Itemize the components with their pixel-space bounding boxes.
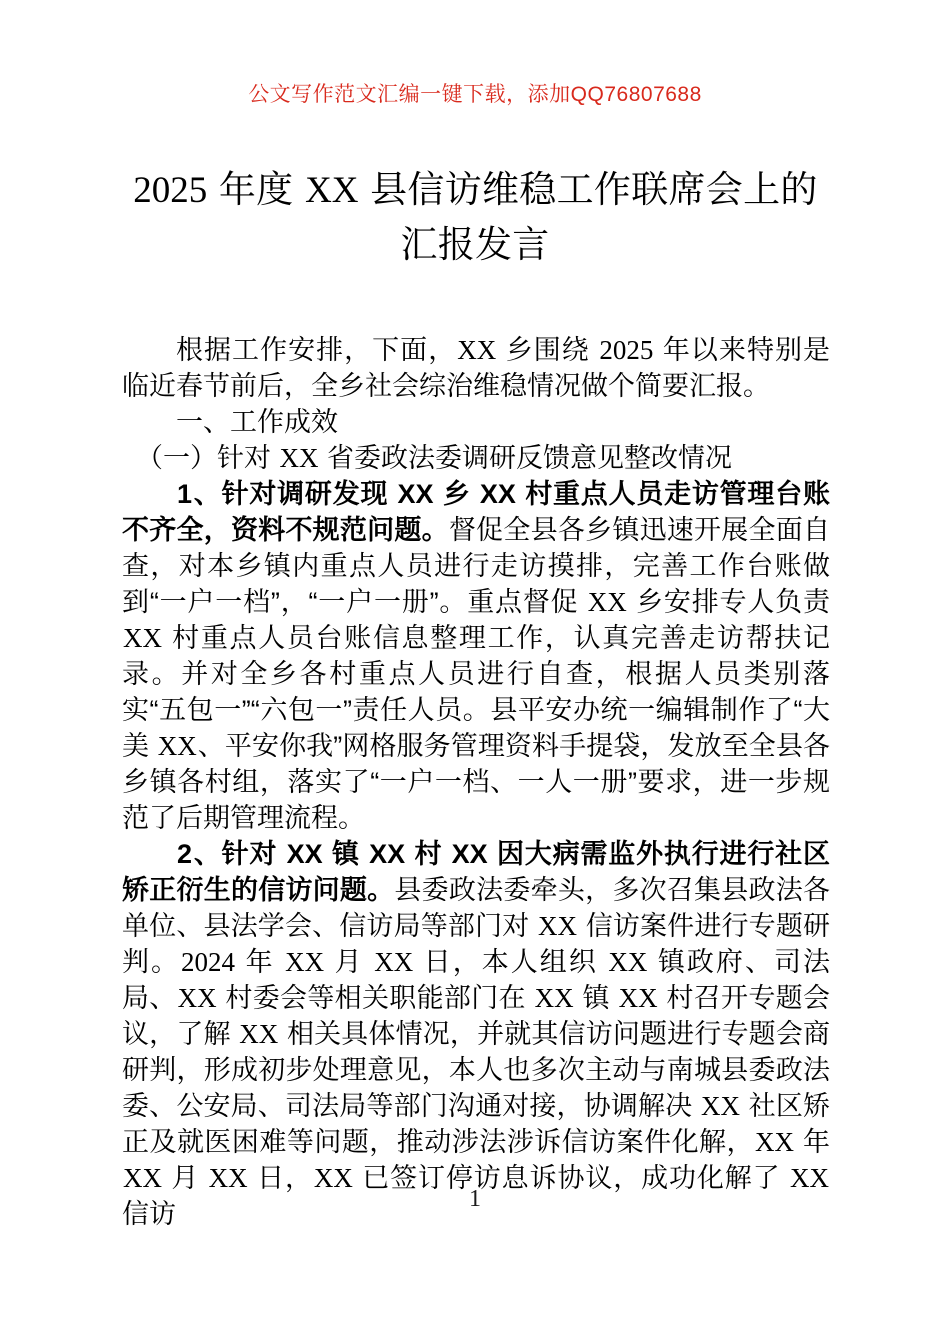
latin-run: XX	[587, 587, 627, 617]
latin-run: 1	[177, 479, 193, 509]
latin-run: XX	[538, 911, 578, 941]
paragraph-item-1-lead: 1、针对调研发现 XX 乡 XX 村重点人员走访管理台账不齐全，资料不规范问题。	[122, 479, 830, 545]
paragraph-item-1	[122, 476, 830, 836]
latin-run: XX	[451, 839, 488, 869]
latin-run: 2025	[599, 335, 654, 365]
latin-run: XX	[123, 623, 162, 653]
latin-run: XX	[286, 839, 323, 869]
watermark-text: 公文写作范文汇编一键下载，添加QQ76807688	[248, 83, 702, 106]
page-number: 1	[469, 1186, 481, 1212]
latin-run: 2	[177, 839, 193, 869]
latin-run: XX	[279, 443, 319, 473]
latin-run: XX	[608, 947, 648, 977]
latin-run: XX	[479, 479, 516, 509]
latin-run: XX	[305, 170, 359, 211]
document-body	[122, 332, 830, 1232]
page-title-line-1: 2025 年度 XX 县信访维稳工作联席会上的	[133, 169, 818, 211]
latin-run: XX	[374, 947, 414, 977]
latin-run: XX	[701, 1091, 740, 1121]
latin-run: XX	[618, 983, 658, 1013]
latin-run: XX	[313, 1163, 353, 1193]
paragraph-opening: 根据工作安排，下面，XX 乡围绕 2025 年以来特别是临近春节前后，全乡社会综治维稳情况做个简要汇报。	[122, 335, 830, 401]
heading-level-2: （一）针对 XX 省委政法委调研反馈意见整改情况	[136, 443, 733, 473]
latin-run: XX	[208, 1163, 248, 1193]
latin-run: XX	[369, 839, 406, 869]
latin-run: XX	[157, 731, 197, 761]
latin-run: XX	[397, 479, 434, 509]
latin-run: XX	[755, 1127, 795, 1157]
latin-run: 2025	[133, 170, 208, 211]
latin-run: 2024	[181, 947, 236, 977]
latin-run: XX	[177, 983, 217, 1013]
latin-run: XX	[534, 983, 574, 1013]
paragraph-item-2	[122, 836, 830, 1232]
paragraph-item-2-body: 县委政法委牵头，多次召集县政法各单位、县法学会、信访局等部门对 XX 信访案件进行专题研判。2024 年 XX 月 XX 日，本人组织 XX 镇政府、司法局、XX 村委会等相关职能部门在 XX 镇 XX 村召开专题会议，了解 XX 相关具体情况，并就其信访问题进行专题会商研判，形成初步处理意见，本人也多次主动与南城县委政法委、公安局、司法局等部门沟通对接，协调解决 XX 社区矫正及就医困难等问题，推动涉法涉诉信访案件化解，XX 年 XX 月 XX 日，XX 已签订停访息诉协议，成功化解了 XX 信访	[122, 875, 831, 1229]
latin-run: XX	[239, 1019, 279, 1049]
page-title-line-2: 汇报发言	[400, 224, 550, 265]
latin-run: XX	[457, 335, 497, 365]
heading-level-1: 一、工作成效	[176, 407, 338, 437]
latin-run: XX	[123, 1163, 162, 1193]
paragraph-item-1-body: 督促全县各乡镇迅速开展全面自查，对本乡镇内重点人员进行走访摸排，完善工作台账做到“一户一档”，“一户一册”。重点督促 XX 乡安排专人负责 XX 村重点人员台账信息整理工作，认真完善走访帮扶记录。并对全乡各村重点人员进行自查，根据人员类别落实“五包一”“六包一”责任人员。县平安办统一编辑制作了“大美 XX、平安你我”网格服务管理资料手提袋，发放至全县各乡镇各村组，落实了“一户一档、一人一册”要求，进一步规范了后期管理流程。	[122, 515, 831, 833]
latin-run: XX	[285, 947, 325, 977]
latin-run: XX	[789, 1163, 829, 1193]
page-title	[122, 163, 828, 272]
paragraph-item-2-lead: 2、针对 XX 镇 XX 村 XX 因大病需监外执行进行社区矫正衍生的信访问题。	[122, 839, 830, 905]
